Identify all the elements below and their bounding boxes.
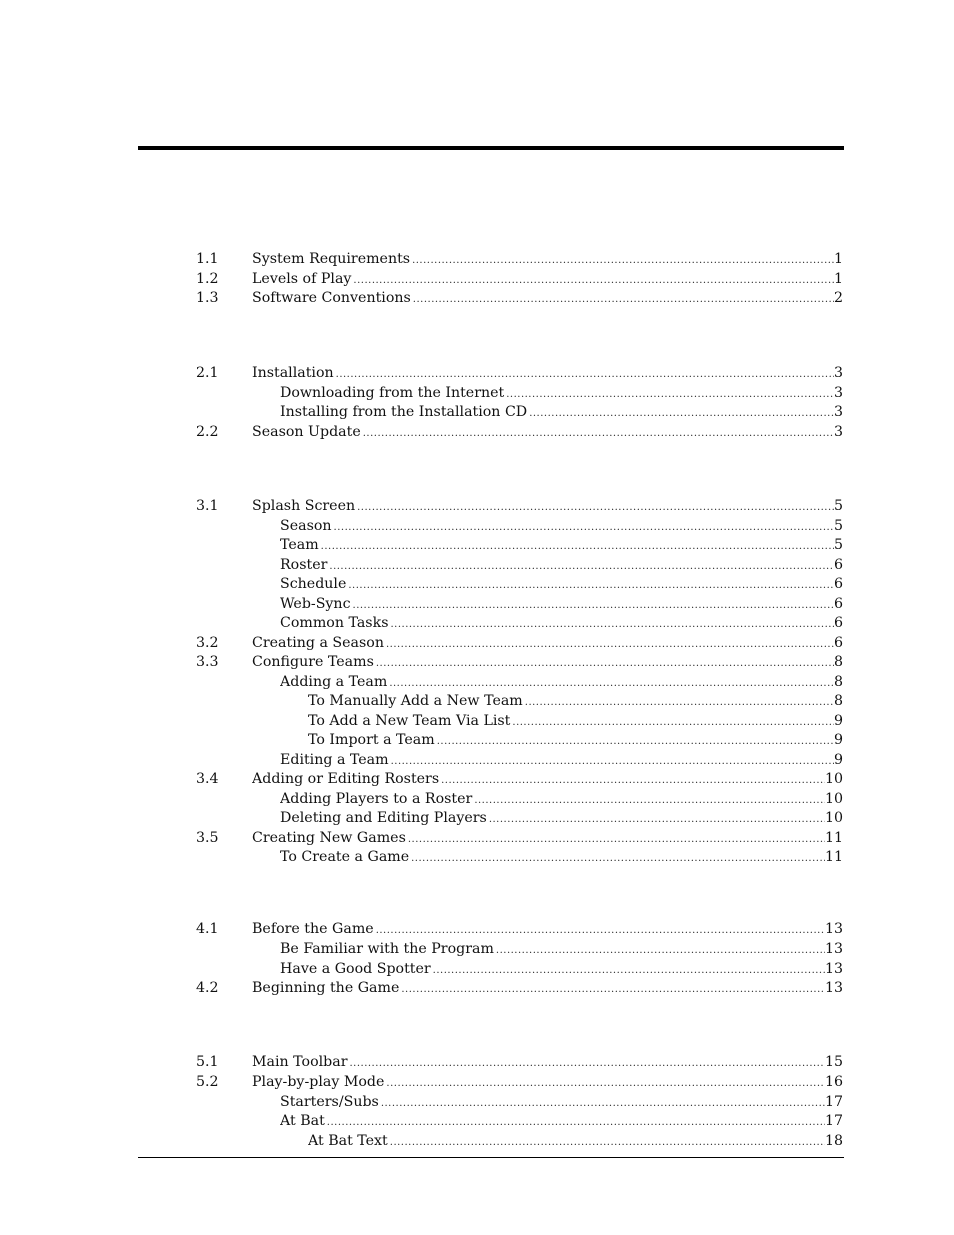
toc-section-number: 4.2	[196, 980, 219, 996]
toc-title: Splash Screen	[252, 498, 356, 514]
toc-page-number: 2	[833, 290, 843, 306]
toc-title: Team	[280, 537, 319, 553]
dot-leader	[353, 596, 834, 615]
toc-entry[interactable]	[0, 1053, 954, 1072]
dot-leader	[348, 576, 834, 595]
dot-leader	[525, 693, 834, 712]
toc-entry-line	[308, 692, 843, 712]
toc-page-number: 16	[824, 1074, 843, 1090]
toc-page-number: 15	[824, 1054, 843, 1070]
dot-leader	[357, 498, 834, 517]
dot-leader	[412, 251, 834, 270]
toc-entry[interactable]	[0, 517, 954, 536]
toc-entry-line	[280, 517, 843, 537]
toc-page-number: 6	[833, 576, 843, 592]
toc-entry-line	[280, 403, 843, 423]
dot-leader	[437, 732, 834, 751]
toc-title: At Bat Text	[308, 1132, 388, 1149]
toc-page-number: 10	[824, 771, 843, 787]
toc-entry[interactable]	[0, 1073, 954, 1092]
dot-leader	[353, 271, 834, 290]
toc-entry[interactable]	[0, 751, 954, 770]
toc-page-number: 5	[833, 537, 843, 553]
toc-page-number: 5	[833, 517, 843, 534]
toc-entry-line	[280, 960, 843, 980]
toc-page-number: 3	[833, 423, 843, 440]
footer-rule	[138, 1157, 844, 1158]
dot-leader	[506, 385, 834, 404]
toc-entry[interactable]	[0, 536, 954, 555]
dot-leader	[329, 557, 834, 576]
toc-title: Adding Players to a Roster	[280, 790, 473, 807]
toc-entry-line	[252, 423, 843, 443]
toc-entry[interactable]	[0, 289, 954, 308]
dot-leader	[376, 654, 834, 673]
toc-entry[interactable]	[0, 364, 954, 383]
dot-leader	[433, 961, 825, 980]
dot-leader	[529, 404, 834, 423]
toc-entry-line	[280, 575, 843, 595]
toc-entry-line	[252, 653, 843, 673]
toc-section-number: 1.3	[196, 290, 219, 306]
toc-entry[interactable]	[0, 829, 954, 848]
toc-entry-line	[280, 673, 843, 693]
dot-leader	[391, 752, 834, 771]
toc-page-number: 3	[833, 365, 843, 381]
toc-page-number: 9	[833, 732, 843, 748]
toc-entry-line	[308, 1132, 843, 1152]
toc-entry-line	[308, 731, 843, 751]
toc-page-number: 6	[833, 615, 843, 631]
toc-section-number: 3.4	[196, 771, 219, 787]
toc-title: Deleting and Editing Players	[280, 810, 487, 826]
toc-title: Configure Teams	[252, 654, 374, 670]
toc-page-number: 6	[833, 595, 843, 612]
toc-entry-line	[252, 497, 843, 517]
toc-entry[interactable]	[0, 595, 954, 614]
toc-entry-line	[280, 556, 843, 576]
toc-entry-line	[280, 809, 843, 829]
dot-leader	[401, 980, 825, 999]
toc-page-number: 6	[833, 556, 843, 573]
toc-title: Downloading from the Internet	[280, 384, 505, 401]
toc-page-number: 8	[833, 693, 843, 709]
toc-page-number: 1	[833, 251, 843, 267]
toc-entry-line	[280, 751, 843, 771]
dot-leader	[441, 771, 825, 790]
toc-title: Starters/Subs	[280, 1093, 379, 1110]
toc-title: Season Update	[252, 423, 361, 440]
toc-title: Editing a Team	[280, 751, 389, 768]
toc-entry[interactable]	[0, 848, 954, 867]
toc-section-number: 2.2	[196, 423, 219, 440]
dot-leader	[363, 424, 834, 443]
toc-entry-line	[252, 920, 843, 940]
toc-entry[interactable]	[0, 384, 954, 403]
toc-entry-line	[280, 595, 843, 615]
toc-title: To Add a New Team Via List	[308, 712, 511, 729]
toc-entry[interactable]	[0, 556, 954, 575]
toc-page-number: 13	[824, 980, 843, 996]
dot-leader	[389, 674, 834, 693]
toc-entry[interactable]	[0, 692, 954, 711]
toc-entry[interactable]	[0, 250, 954, 269]
toc-title: Main Toolbar	[252, 1054, 348, 1070]
toc-entry[interactable]	[0, 575, 954, 594]
toc-page-number: 6	[833, 634, 843, 651]
toc-entry[interactable]	[0, 790, 954, 809]
toc-title: Creating a Season	[252, 634, 384, 651]
toc-title: Adding a Team	[280, 673, 388, 690]
toc-section-number: 3.1	[196, 498, 219, 514]
dot-leader	[489, 810, 825, 829]
toc-entry-line	[252, 1053, 843, 1073]
toc-entry[interactable]	[0, 270, 954, 289]
toc-title: System Requirements	[252, 251, 411, 267]
toc-title: Adding or Editing Rosters	[252, 771, 440, 787]
dot-leader	[413, 290, 834, 309]
toc-entry[interactable]	[0, 731, 954, 750]
toc-entry[interactable]	[0, 634, 954, 653]
toc-page-number: 9	[833, 751, 843, 768]
toc-title: At Bat	[280, 1113, 325, 1129]
toc-section-number: 3.2	[196, 634, 219, 651]
toc-entry-line	[280, 614, 843, 634]
toc-entry[interactable]	[0, 653, 954, 672]
toc-entry[interactable]	[0, 920, 954, 939]
toc-page-number: 3	[833, 404, 843, 420]
dot-leader	[336, 365, 834, 384]
toc-entry-line	[252, 979, 843, 999]
toc-entry-line	[252, 1073, 843, 1093]
toc-entry-line	[252, 634, 843, 654]
toc-page-number: 8	[833, 673, 843, 690]
toc-page-number: 10	[824, 810, 843, 826]
toc-page-number: 5	[833, 498, 843, 514]
toc-entry[interactable]	[0, 979, 954, 998]
toc-title: Schedule	[280, 576, 347, 592]
toc-entry[interactable]	[0, 712, 954, 731]
toc-entry[interactable]	[0, 497, 954, 516]
toc-section-number: 1.2	[196, 270, 219, 287]
toc-page-number: 10	[824, 790, 843, 807]
toc-page-number: 17	[824, 1093, 843, 1110]
toc-title: Installation	[252, 365, 334, 381]
dot-leader	[386, 635, 834, 654]
toc-page-number: 11	[824, 829, 843, 846]
toc-page-number: 13	[824, 921, 843, 937]
toc-entry-line	[280, 384, 843, 404]
toc-entry-line	[252, 364, 843, 384]
toc-entry-line	[252, 250, 843, 270]
toc-entry-line	[252, 770, 843, 790]
toc-title: Beginning the Game	[252, 980, 400, 996]
toc-entry[interactable]	[0, 960, 954, 979]
toc-page-number: 13	[824, 960, 843, 977]
toc-section-number: 2.1	[196, 365, 219, 381]
dot-leader	[390, 1133, 825, 1152]
toc-entry-line	[280, 790, 843, 810]
toc-title: To Import a Team	[308, 732, 435, 748]
toc-section-number: 1.1	[196, 251, 219, 267]
toc-page-number: 13	[824, 941, 843, 957]
dot-leader	[512, 713, 834, 732]
toc-entry[interactable]	[0, 673, 954, 692]
dot-leader	[376, 921, 825, 940]
toc-title: Common Tasks	[280, 615, 389, 631]
toc-section-number: 5.2	[196, 1074, 219, 1090]
toc-title: Creating New Games	[252, 829, 406, 846]
dot-leader	[408, 830, 825, 849]
toc-page-number: 8	[833, 654, 843, 670]
toc-title: Installing from the Installation CD	[280, 404, 528, 420]
toc-page-number: 1	[833, 270, 843, 287]
toc-entry[interactable]	[0, 614, 954, 633]
toc-page-number: 17	[824, 1113, 843, 1129]
toc-entry[interactable]	[0, 1132, 954, 1151]
toc-title: Software Conventions	[252, 290, 411, 306]
toc-title: Web-Sync	[280, 595, 351, 612]
toc-entry-line	[280, 848, 843, 868]
toc-title: Have a Good Spotter	[280, 960, 431, 977]
toc-page-number: 11	[824, 849, 843, 865]
toc-section-number: 5.1	[196, 1054, 219, 1070]
toc-entry[interactable]	[0, 1112, 954, 1131]
toc-entry-line	[252, 289, 843, 309]
toc-entry[interactable]	[0, 423, 954, 442]
toc-entry-line	[252, 829, 843, 849]
toc-entry[interactable]	[0, 770, 954, 789]
dot-leader	[386, 1074, 825, 1093]
toc-entry[interactable]	[0, 403, 954, 422]
toc-entry-line	[280, 536, 843, 556]
toc-title: Roster	[280, 556, 328, 573]
toc-title: To Create a Game	[280, 849, 410, 865]
dot-leader	[349, 1054, 824, 1073]
dot-leader	[474, 791, 825, 810]
toc-page-number: 9	[833, 712, 843, 729]
toc-title: Play-by-play Mode	[252, 1074, 385, 1090]
toc-entry-line	[280, 1112, 843, 1132]
toc-page-number: 3	[833, 384, 843, 401]
dot-leader	[381, 1094, 825, 1113]
dot-leader	[496, 941, 825, 960]
toc-title: Be Familiar with the Program	[280, 941, 494, 957]
toc-entry-line	[308, 712, 843, 732]
toc-title: Levels of Play	[252, 270, 352, 287]
toc-page-number: 18	[824, 1132, 843, 1149]
toc-entry-line	[280, 940, 843, 960]
toc-entry[interactable]	[0, 809, 954, 828]
toc-entry-line	[252, 270, 843, 290]
toc-entry-line	[280, 1093, 843, 1113]
toc-section-number: 3.5	[196, 829, 219, 846]
dot-leader	[321, 537, 834, 556]
dot-leader	[327, 1113, 825, 1132]
toc-title: Season	[280, 517, 332, 534]
toc-entry[interactable]	[0, 940, 954, 959]
dot-leader	[411, 849, 825, 868]
dot-leader	[390, 615, 833, 634]
toc-section-number: 4.1	[196, 921, 219, 937]
toc-title: To Manually Add a New Team	[308, 693, 523, 709]
toc-entry[interactable]	[0, 1093, 954, 1112]
toc-title: Before the Game	[252, 921, 374, 937]
dot-leader	[334, 518, 834, 537]
toc-section-number: 3.3	[196, 654, 219, 670]
